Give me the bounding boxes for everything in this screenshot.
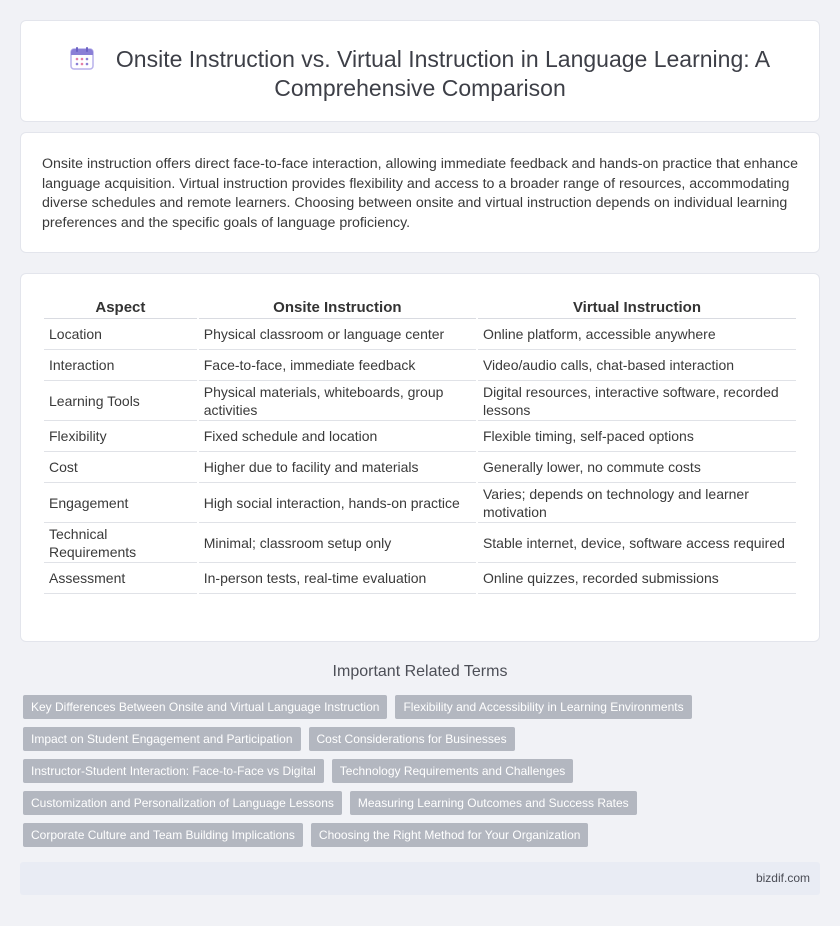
aspect-cell: Assessment (44, 563, 197, 594)
table-row (44, 452, 796, 483)
table-row (44, 350, 796, 381)
table-row (44, 483, 796, 523)
related-term-tag[interactable]: Key Differences Between Onsite and Virtual Language Instruction (23, 695, 387, 719)
onsite-cell: Higher due to facility and materials (199, 452, 476, 483)
aspect-cell: Interaction (44, 350, 197, 381)
virtual-cell: Video/audio calls, chat-based interaction (478, 350, 796, 381)
page-title: Onsite Instruction vs. Virtual Instruction in Language Learning: A Comprehensive Comparison (115, 46, 771, 101)
related-term-tag[interactable]: Cost Considerations for Businesses (309, 727, 515, 751)
comparison-card (20, 273, 820, 642)
aspect-cell: Location (44, 319, 197, 350)
tag-row (23, 823, 823, 847)
onsite-cell: Minimal; classroom setup only (199, 523, 476, 563)
onsite-cell: Physical materials, whiteboards, group activities (199, 381, 476, 421)
aspect-cell: Flexibility (44, 421, 197, 452)
virtual-cell: Generally lower, no commute costs (478, 452, 796, 483)
tag-row (23, 727, 823, 751)
table-row (44, 563, 796, 594)
related-term-tag[interactable]: Flexibility and Accessibility in Learning Environments (395, 695, 691, 719)
header-onsite: Onsite Instruction (199, 296, 476, 319)
page-title-wrap (51, 45, 789, 103)
related-term-tag[interactable]: Corporate Culture and Team Building Implications (23, 823, 303, 847)
onsite-cell: Fixed schedule and location (199, 421, 476, 452)
aspect-cell: Technical Requirements (44, 523, 197, 563)
virtual-cell: Online quizzes, recorded submissions (478, 563, 796, 594)
related-term-tag[interactable]: Choosing the Right Method for Your Organization (311, 823, 589, 847)
tag-row (23, 759, 823, 783)
onsite-cell: In-person tests, real-time evaluation (199, 563, 476, 594)
header-aspect: Aspect (44, 296, 197, 319)
table-row (44, 319, 796, 350)
tag-row (23, 695, 823, 719)
table-header-row (44, 296, 796, 319)
intro-card (20, 132, 820, 253)
onsite-cell: High social interaction, hands-on practice (199, 483, 476, 523)
related-term-tag[interactable]: Instructor-Student Interaction: Face-to-Face vs Digital (23, 759, 324, 783)
virtual-cell: Stable internet, device, software access required (478, 523, 796, 563)
onsite-cell: Face-to-face, immediate feedback (199, 350, 476, 381)
table-row (44, 381, 796, 421)
onsite-cell: Physical classroom or language center (199, 319, 476, 350)
intro-paragraph: Onsite instruction offers direct face-to-face interaction, allowing immediate feedback and hands-on practice that enhance language acquisition. Virtual instruction provides flexibility and access to a broader range of resources, accommodating diverse schedules and remote learners. Choosing between onsite and virtual instruction depends on individual learning preferences and the specific goals of language proficiency. (42, 156, 799, 231)
related-terms-list (23, 695, 823, 855)
title-card (20, 20, 820, 122)
footer (20, 862, 820, 895)
aspect-cell: Cost (44, 452, 197, 483)
virtual-cell: Online platform, accessible anywhere (478, 319, 796, 350)
table-row (44, 421, 796, 452)
calendar-icon (70, 46, 94, 70)
comparison-table (42, 296, 798, 594)
header-virtual: Virtual Instruction (478, 296, 796, 319)
related-term-tag[interactable]: Technology Requirements and Challenges (332, 759, 573, 783)
related-term-tag[interactable]: Measuring Learning Outcomes and Success Rates (350, 791, 637, 815)
table-row (44, 523, 796, 563)
aspect-cell: Learning Tools (44, 381, 197, 421)
related-terms-heading: Important Related Terms (332, 663, 508, 680)
virtual-cell: Flexible timing, self-paced options (478, 421, 796, 452)
related-term-tag[interactable]: Customization and Personalization of Language Lessons (23, 791, 342, 815)
virtual-cell: Varies; depends on technology and learner motivation (478, 483, 796, 523)
aspect-cell: Engagement (44, 483, 197, 523)
tag-row (23, 791, 823, 815)
virtual-cell: Digital resources, interactive software, recorded lessons (478, 381, 796, 421)
footer-site-link[interactable]: bizdif.com (755, 871, 810, 885)
related-term-tag[interactable]: Impact on Student Engagement and Participation (23, 727, 301, 751)
